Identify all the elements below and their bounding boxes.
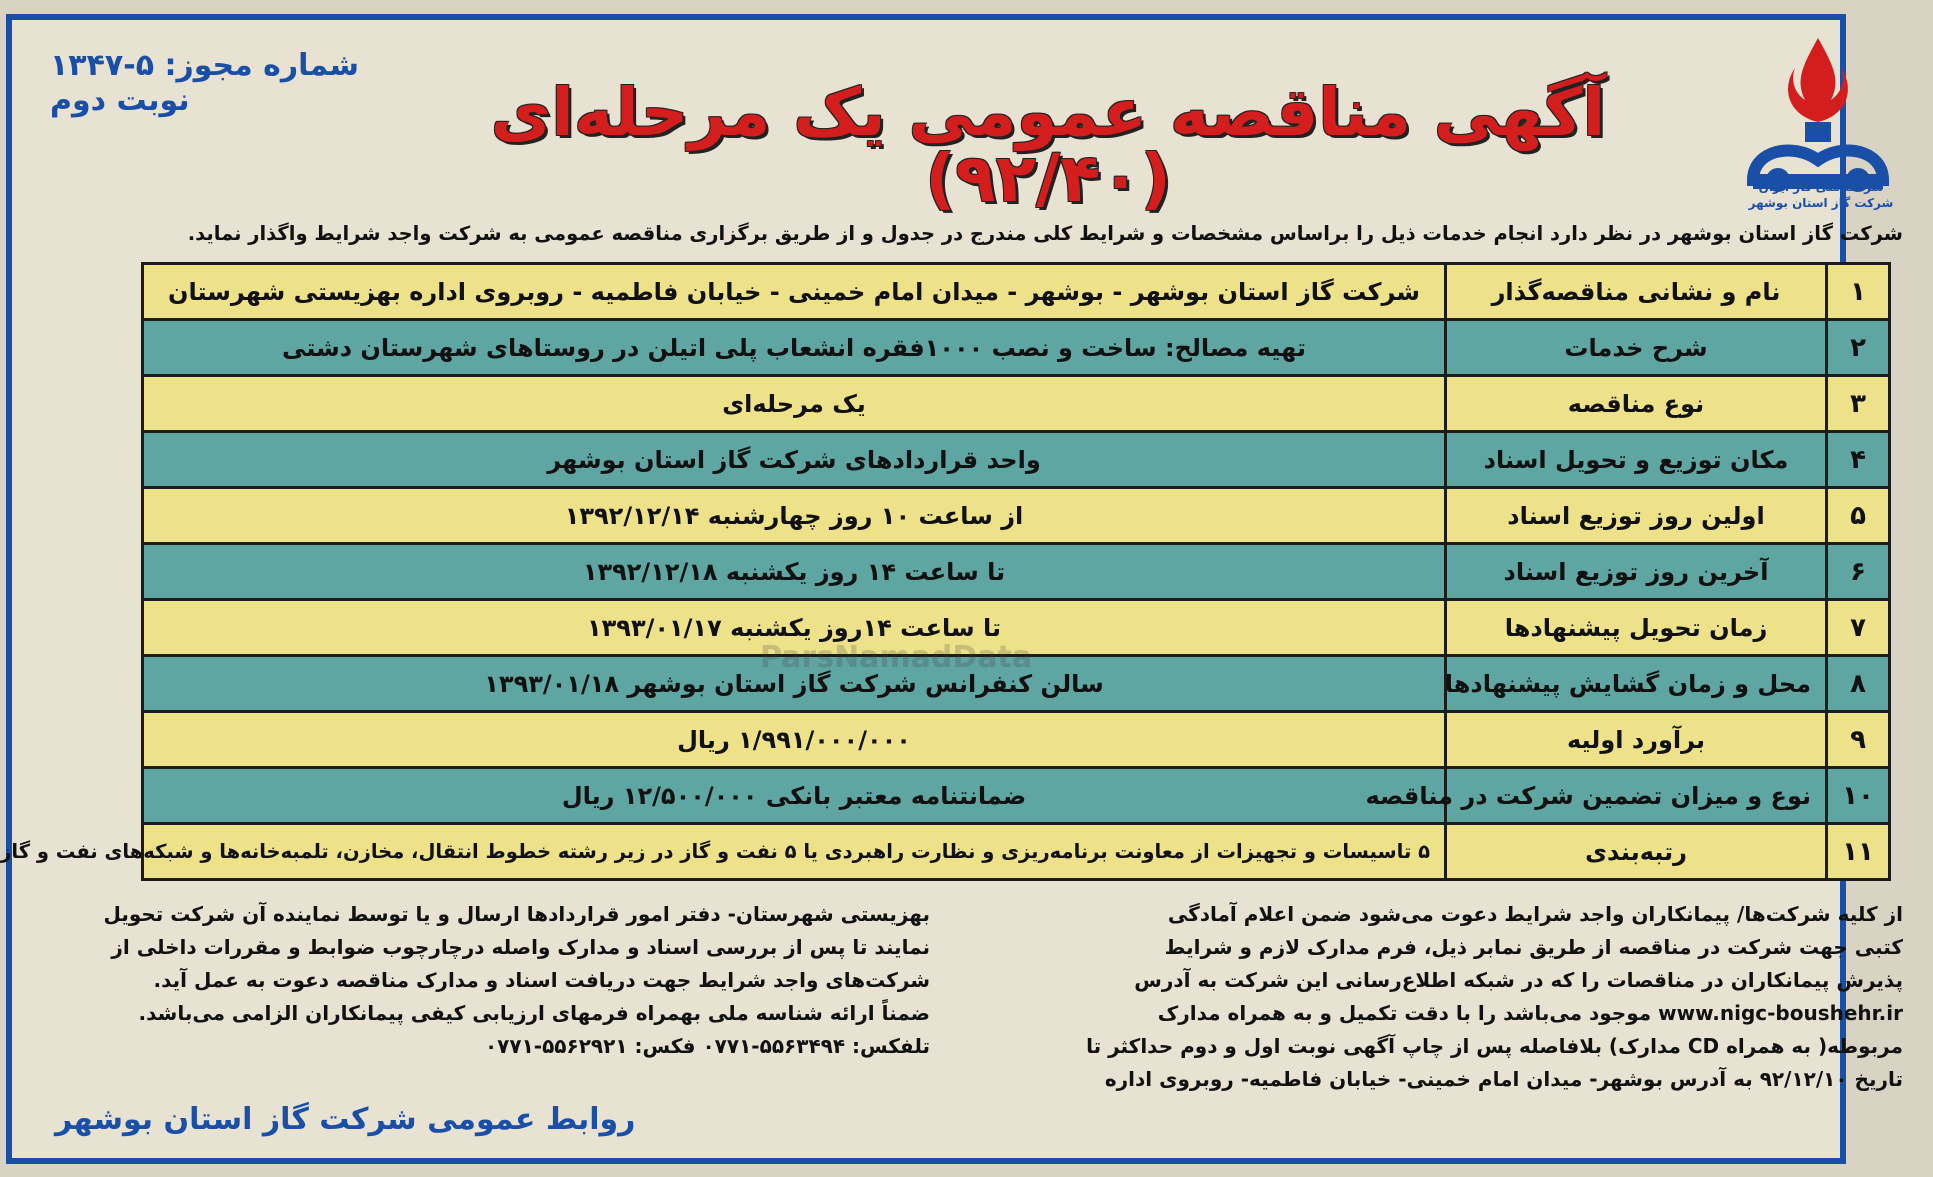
body-text-right	[1023, 898, 1903, 1096]
table-row	[143, 432, 1890, 488]
row-value: ۱/۹۹۱/۰۰۰/۰۰۰ ریال	[143, 712, 1446, 768]
row-label: آخرین روز توزیع اسناد	[1446, 544, 1827, 600]
row-value: تا ساعت ۱۴ روز یکشنبه ۱۳۹۲/۱۲/۱۸	[143, 544, 1446, 600]
intro-text: شرکت گاز استان بوشهر در نظر دارد انجام خدمات ذیل را براساس مشخصات و شرایط کلی مندرج در جدول و از طریق برگزاری مناقصه عمومی به شرکت واجد شرایط واگذار نماید.	[187, 222, 1903, 245]
publication-round: نوبت دوم	[50, 83, 190, 118]
row-value: سالن کنفرانس شرکت گاز استان بوشهر ۱۳۹۳/۰۱/۱۸	[143, 656, 1446, 712]
row-value: ۵ تاسیسات و تجهیزات از معاونت برنامه‌ریزی و نظارت راهبردی یا ۵ نفت و گاز در زیر رشته خطوط انتقال، مخازن، تلمبه‌خانه‌ها و شبکه‌های نفت و گاز	[143, 824, 1446, 880]
row-label: نام و نشانی مناقصه‌گذار	[1446, 264, 1827, 320]
table-row	[143, 264, 1890, 320]
table-row	[143, 768, 1890, 824]
row-number: ۷	[1827, 600, 1890, 656]
contact-line: تلفکس: ۵۵۶۳۴۹۴-۰۷۷۱ فکس: ۵۵۶۲۹۲۱-۰۷۷۱	[484, 1034, 930, 1058]
logo-caption	[1731, 180, 1911, 211]
body-line: شرکت‌های واجد شرایط جهت دریافت اسناد و مدارک مناقصه دعوت به عمل آید.	[153, 968, 930, 992]
row-number: ۱۰	[1827, 768, 1890, 824]
row-number: ۹	[1827, 712, 1890, 768]
table-row	[143, 712, 1890, 768]
public-relations-signature: روابط عمومی شرکت گاز استان بوشهر	[55, 1102, 636, 1137]
row-label: نوع مناقصه	[1446, 376, 1827, 432]
row-label: مکان توزیع و تحویل اسناد	[1446, 432, 1827, 488]
row-number: ۲	[1827, 320, 1890, 376]
body-line: www.nigc-boushehr.ir موجود می‌باشد را با دقت تکمیل و به همراه مدارک	[1157, 1001, 1903, 1025]
permit-number: شماره مجوز: ۵-۱۳۴۷	[50, 48, 360, 83]
tender-details-table	[0, 262, 1891, 881]
table-row	[143, 488, 1890, 544]
body-line: بهزیستی شهرستان- دفتر امور قراردادها ارسال و یا توسط نماینده آن شرکت تحویل	[103, 902, 930, 926]
row-label: شرح خدمات	[1446, 320, 1827, 376]
row-number: ۶	[1827, 544, 1890, 600]
row-label: اولین روز توزیع اسناد	[1446, 488, 1827, 544]
row-label: رتبه‌بندی	[1446, 824, 1827, 880]
body-line: کتبی جهت شرکت در مناقصه از طریق نمابر ذیل، فرم مدارک لازم و شرایط	[1164, 935, 1903, 959]
row-number: ۸	[1827, 656, 1890, 712]
body-line: ضمناً ارائه شناسه ملی بهمراه فرمهای ارزیابی کیفی پیمانکاران الزامی می‌باشد.	[138, 1001, 930, 1025]
row-label: محل و زمان گشایش پیشنهادها	[1446, 656, 1827, 712]
row-number: ۵	[1827, 488, 1890, 544]
body-line: از کلیه شرکت‌ها/ پیمانکاران واجد شرایط دعوت می‌شود ضمن اعلام آمادگی	[1167, 902, 1903, 926]
row-value: ضمانتنامه معتبر بانکی ۱۲/۵۰۰/۰۰۰ ریال	[143, 768, 1446, 824]
body-line: پذیرش پیمانکاران در مناقصات را که در شبکه اطلاع‌رسانی این شرکت به آدرس	[1134, 968, 1903, 992]
row-value: واحد قراردادهای شرکت گاز استان بوشهر	[143, 432, 1446, 488]
row-number: ۳	[1827, 376, 1890, 432]
body-text-left	[50, 898, 930, 1063]
permit-block	[50, 48, 370, 118]
table-row	[143, 824, 1890, 880]
body-line: نمایند تا پس از بررسی اسناد و مدارک واصله درچارچوب ضوابط و مقررات داخلی از	[111, 935, 930, 959]
body-line: مربوطه( به همراه CD مدارک) بلافاصله پس از چاپ آگهی نوبت اول و دوم حداکثر تا	[1086, 1034, 1903, 1058]
table-row	[143, 544, 1890, 600]
table-row	[143, 320, 1890, 376]
row-value: یک مرحله‌ای	[143, 376, 1446, 432]
logo-caption-line-2: شرکت گاز استان بوشهر	[1748, 195, 1894, 210]
body-line: تاریخ ۹۲/۱۲/۱۰ به آدرس بوشهر- میدان امام خمینی- خیابان فاطمیه- روبروی اداره	[1104, 1067, 1903, 1091]
watermark: ParsNamadData	[760, 640, 1033, 675]
row-number: ۴	[1827, 432, 1890, 488]
notice-title: آگهی مناقصه عمومی یک مرحله‌ای (۹۲/۴۰)	[490, 74, 1606, 217]
row-value: از ساعت ۱۰ روز چهارشنبه ۱۳۹۲/۱۲/۱۴	[143, 488, 1446, 544]
row-value: شرکت گاز استان بوشهر - بوشهر - میدان امام خمینی - خیابان فاطمیه - روبروی اداره بهزیستی شهرستان	[143, 264, 1446, 320]
row-label: نوع و میزان تضمین شرکت در مناقصه	[1446, 768, 1827, 824]
row-number: ۱	[1827, 264, 1890, 320]
row-number: ۱۱	[1827, 824, 1890, 880]
table-row	[143, 376, 1890, 432]
logo-caption-line-1: شرکت ملی گاز ایران	[1758, 180, 1884, 194]
row-value: تهیه مصالح: ساخت و نصب ۱۰۰۰فقره انشعاب پلی اتیلن در روستاهای شهرستان دشتی	[143, 320, 1446, 376]
row-label: برآورد اولیه	[1446, 712, 1827, 768]
row-label: زمان تحویل پیشنهادها	[1446, 600, 1827, 656]
row-value: تا ساعت ۱۴روز یکشنبه ۱۳۹۳/۰۱/۱۷	[143, 600, 1446, 656]
